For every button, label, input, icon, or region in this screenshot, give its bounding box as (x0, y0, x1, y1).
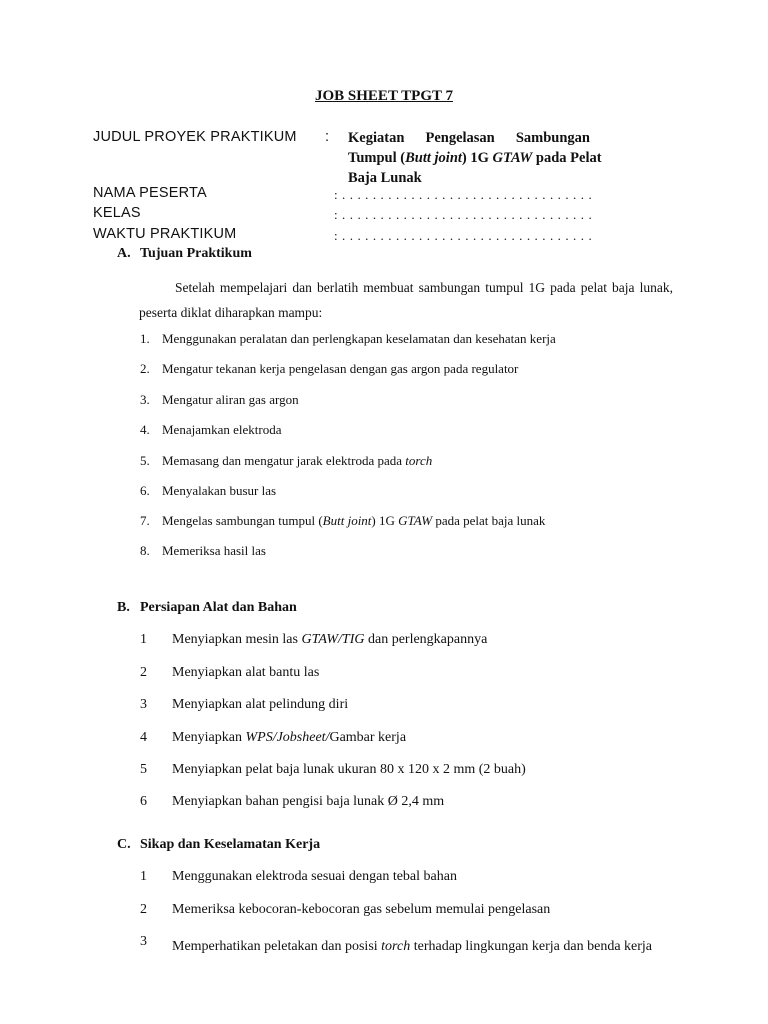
list-text-part: Memasang dan mengatur jarak elektroda pada (162, 453, 406, 468)
list-item (140, 697, 680, 717)
project-title-line3: Baja Lunak (348, 170, 422, 186)
list-text-part: Gambar kerja (329, 730, 407, 745)
list-text-part: Menyiapkan mesin las (172, 632, 302, 647)
list-item (140, 902, 680, 922)
list-text-part: Mengelas sambungan tumpul ( (162, 513, 323, 528)
project-title-italic: GTAW (492, 150, 533, 166)
list-number: 3 (140, 697, 147, 712)
list-item (140, 632, 680, 652)
list-item (140, 392, 680, 410)
section-a-intro: Setelah mempelajari dan berlatih membuat sambungan tumpul 1G pada pelat baja lunak, peserta diklat diharapkan mampu: (139, 280, 673, 320)
project-title-line2 (348, 148, 602, 168)
list-item (140, 331, 680, 349)
list-number: 4. (140, 422, 150, 437)
page-title: JOB SHEET TPGT 7 (315, 88, 453, 104)
list-number: 2 (140, 902, 147, 917)
project-title-part: Tumpul ( (348, 150, 406, 166)
class-dots: : . . . . . . . . . . . . . . . . . . . . . . . . . . . . . . . . . (334, 207, 593, 222)
list-text: Menggunakan peralatan dan perlengkapan keselamatan dan kesehatan kerja (162, 331, 556, 346)
project-colon: : (325, 129, 330, 145)
list-text-part: Memperhatikan peletakan dan posisi (172, 939, 382, 954)
section-a-title: Tujuan Praktikum (140, 246, 252, 261)
project-title-word: Kegiatan (348, 130, 405, 146)
list-text: Menyalakan busur las (162, 483, 277, 498)
list-item (140, 422, 680, 440)
list-text (172, 632, 487, 648)
list-item (140, 762, 680, 782)
list-text: Menggunakan elektroda sesuai dengan tebal bahan (172, 869, 457, 884)
list-text-part: terhadap lingkungan kerja dan benda kerja (410, 939, 653, 954)
project-title-italic: Butt joint (405, 150, 462, 166)
project-title-part: pada Pelat (532, 150, 602, 166)
name-dots: : . . . . . . . . . . . . . . . . . . . . . . . . . . . . . . . . . (334, 187, 593, 202)
list-text-part: Menyiapkan (172, 730, 246, 745)
list-text: Memeriksa kebocoran-kebocoran gas sebelum memulai pengelasan (172, 902, 551, 917)
list-number: 1 (140, 869, 147, 884)
list-text-part: ) 1G (371, 513, 399, 528)
class-label: KELAS (93, 205, 141, 221)
list-item (140, 483, 680, 501)
list-text-part: dan perlengkapannya (364, 632, 488, 647)
project-title-word: Pengelasan (425, 130, 495, 146)
list-item (140, 453, 680, 471)
list-text-italic: Butt joint (322, 513, 372, 528)
section-a-letter: A. (117, 246, 131, 261)
name-label: NAMA PESERTA (93, 185, 207, 201)
section-b-title: Persiapan Alat dan Bahan (140, 600, 297, 615)
list-number: 1. (140, 331, 150, 346)
section-c-letter: C. (117, 837, 131, 852)
list-text: Menyiapkan alat pelindung diri (172, 697, 349, 712)
section-b-letter: B. (117, 600, 130, 615)
list-text: Menyiapkan alat bantu las (172, 665, 320, 680)
list-text-part: pada pelat baja lunak (432, 513, 546, 528)
list-number: 7. (140, 513, 150, 528)
list-number: 5. (140, 453, 150, 468)
list-item (140, 665, 680, 685)
list-text-italic: GTAW/TIG (301, 632, 365, 647)
list-number: 2 (140, 665, 147, 680)
time-dots: : . . . . . . . . . . . . . . . . . . . . . . . . . . . . . . . . . (334, 228, 593, 243)
list-text: Mengatur tekanan kerja pengelasan dengan gas argon pada regulator (162, 361, 519, 376)
list-number: 3 (140, 934, 147, 949)
list-number: 5 (140, 762, 147, 777)
list-text: Memeriksa hasil las (162, 543, 266, 558)
list-text (162, 513, 545, 529)
section-c-heading (117, 837, 417, 857)
list-number: 3. (140, 392, 150, 407)
list-number: 6. (140, 483, 150, 498)
list-number: 1 (140, 632, 147, 647)
list-text: Menajamkan elektroda (162, 422, 282, 437)
section-b-heading (117, 600, 417, 620)
list-text: Menyiapkan bahan pengisi baja lunak Ø 2,4 mm (172, 794, 445, 809)
list-text (162, 453, 432, 469)
project-title-line1 (348, 128, 590, 148)
project-label: JUDUL PROYEK PRAKTIKUM (93, 129, 297, 145)
list-number: 2. (140, 361, 150, 376)
list-number: 8. (140, 543, 150, 558)
list-text-italic: WPS/Jobsheet/ (245, 730, 330, 745)
list-item (140, 794, 680, 814)
list-text (172, 934, 680, 960)
list-text: Mengatur aliran gas argon (162, 392, 299, 407)
section-a-heading (117, 246, 417, 266)
list-item (140, 361, 680, 379)
project-title-word: Sambungan (515, 130, 590, 146)
list-item (140, 543, 680, 561)
section-c-title: Sikap dan Keselamatan Kerja (140, 837, 321, 852)
list-text: Menyiapkan pelat baja lunak ukuran 80 x 120 x 2 mm (2 buah) (172, 762, 526, 777)
list-number: 6 (140, 794, 147, 809)
list-text-italic: GTAW (398, 513, 433, 528)
list-text (172, 730, 406, 746)
list-item (140, 869, 680, 889)
list-item (140, 513, 680, 531)
list-text-italic: torch (405, 453, 433, 468)
list-number: 4 (140, 730, 147, 745)
list-item (140, 730, 680, 750)
list-text-italic: torch (381, 939, 411, 954)
project-title-part: ) 1G (461, 150, 493, 166)
time-label: WAKTU PRAKTIKUM (93, 226, 237, 242)
project-title (348, 128, 602, 188)
